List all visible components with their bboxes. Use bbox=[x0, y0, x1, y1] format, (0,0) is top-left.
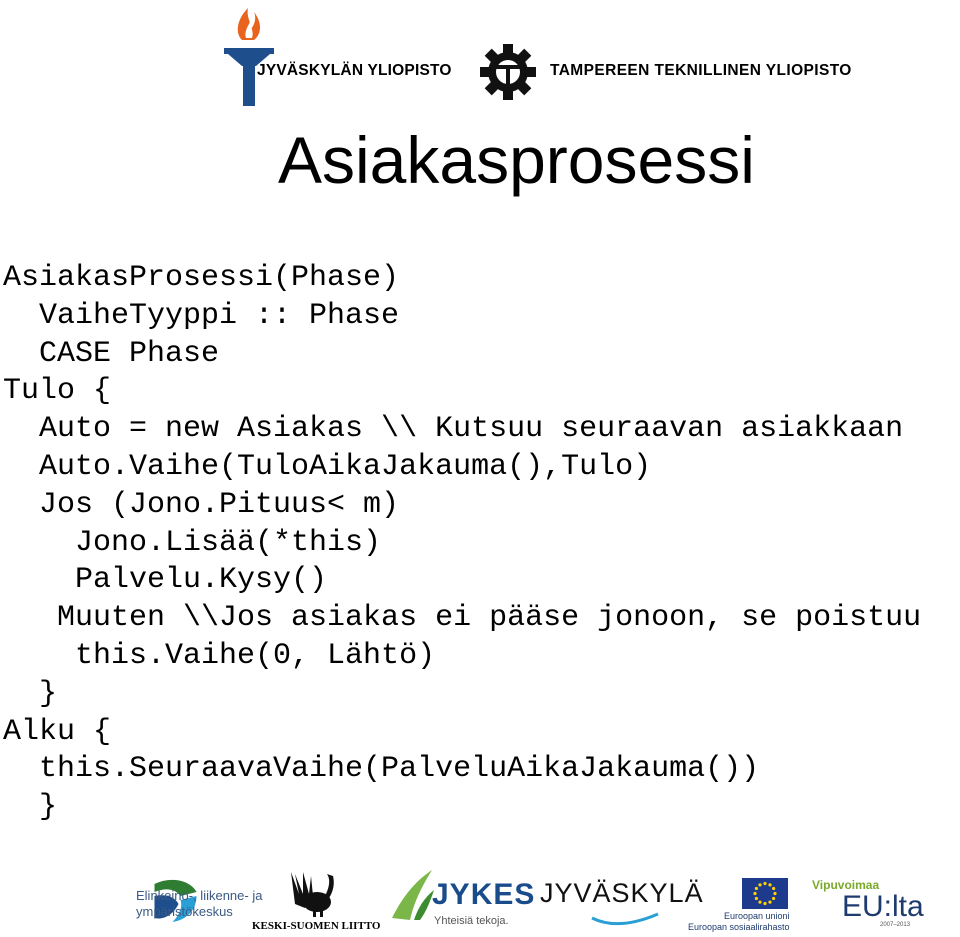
jykes-swoosh-icon bbox=[388, 868, 438, 923]
code-line: this.Vaihe(0, Lähtö) bbox=[3, 638, 436, 673]
jyvaskyla-city-name: JYVÄSKYLÄ bbox=[540, 878, 704, 908]
jykes-name: JYKES bbox=[432, 878, 536, 911]
eu-fund-name: Euroopan sosiaalirahasto bbox=[688, 922, 790, 932]
page-title: Asiakasprosessi bbox=[278, 123, 755, 197]
code-line: Muuten \\Jos asiakas ei pääse jonoon, se poistuu bbox=[3, 601, 922, 636]
code-line: CASE Phase bbox=[3, 336, 220, 371]
code-line: Tulo { bbox=[3, 374, 112, 409]
eu-name: Euroopan unioni bbox=[724, 911, 790, 921]
jyvaskyla-university-torch-logo bbox=[222, 4, 462, 108]
capercaillie-bird-icon bbox=[285, 868, 340, 918]
keski-suomen-liitto-name: KESKI-SUOMEN LIITTO bbox=[252, 920, 381, 932]
tampere-university-gear-logo bbox=[478, 42, 538, 102]
vipuvoimaa-years: 2007–2013 bbox=[880, 922, 911, 928]
vipuvoimaa-title: Vipuvoimaa bbox=[812, 878, 880, 892]
jyvaskyla-wave-icon bbox=[590, 912, 660, 926]
code-line: Alku { bbox=[3, 714, 112, 749]
code-line: Palvelu.Kysy() bbox=[3, 563, 328, 598]
tampere-university-name: TAMPEREEN TEKNILLINEN YLIOPISTO bbox=[550, 62, 852, 79]
code-line: VaiheTyyppi :: Phase bbox=[3, 298, 400, 333]
code-line: AsiakasProsessi(Phase) bbox=[3, 261, 400, 295]
code-line: Jos (Jono.Pituus< m) bbox=[3, 487, 400, 522]
code-line: } bbox=[3, 790, 58, 825]
code-line: Jono.Lisää(*this) bbox=[3, 525, 382, 560]
code-line: Auto.Vaihe(TuloAikaJakauma(),Tulo) bbox=[3, 449, 652, 484]
vipuvoimaa-eu-text: EU:lta bbox=[842, 890, 924, 923]
jykes-slogan: Yhteisiä tekoja. bbox=[434, 915, 509, 927]
jyvaskyla-university-name: JYVÄSKYLÄN YLIOPISTO bbox=[257, 62, 452, 79]
code-block bbox=[3, 260, 921, 827]
code-line: this.SeuraavaVaihe(PalveluAikaJakauma()) bbox=[3, 752, 760, 787]
code-line: Auto = new Asiakas \\ Kutsuu seuraavan asiakkaan bbox=[3, 412, 904, 447]
code-line: } bbox=[3, 676, 58, 711]
ely-centre-name-line1: Elinkeino-, liikenne- ja bbox=[136, 888, 263, 903]
ely-centre-name-line2: ympäristökeskus bbox=[136, 904, 233, 919]
eu-flag-icon bbox=[742, 878, 788, 909]
